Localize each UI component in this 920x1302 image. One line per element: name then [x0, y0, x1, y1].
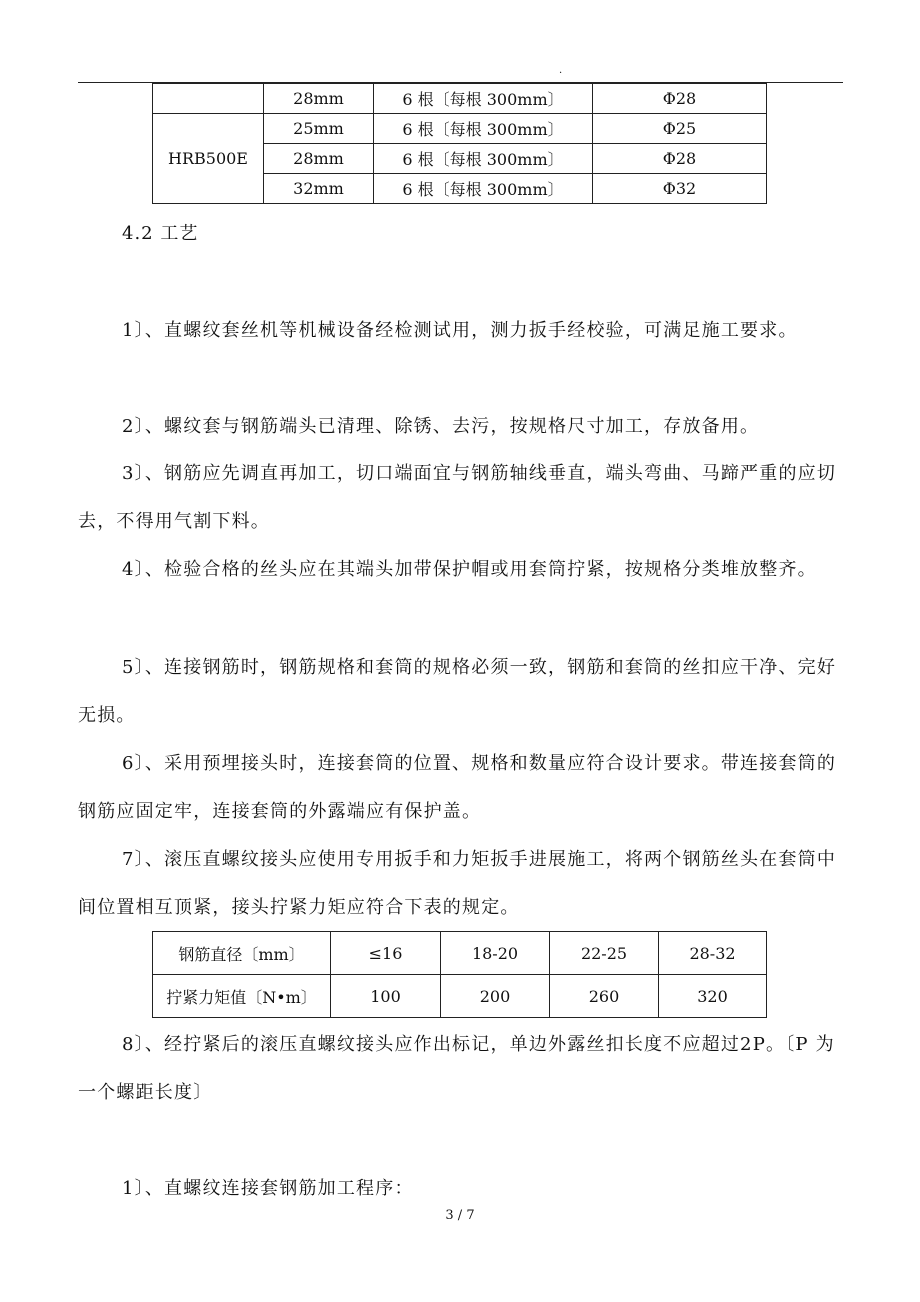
diameter-cell: 25mm: [264, 114, 374, 144]
diameter-cell: 32mm: [264, 174, 374, 204]
table-cell: 200: [441, 975, 550, 1018]
mark-cell: Φ28: [593, 84, 767, 114]
table-cell: 拧紧力矩值〔N•m〕: [153, 975, 331, 1018]
header-dot: .: [559, 65, 563, 76]
mark-cell: Φ28: [593, 144, 767, 174]
table-row: [153, 975, 767, 1018]
diameter-cell: 28mm: [264, 144, 374, 174]
mark-cell: Φ25: [593, 114, 767, 144]
diameter-cell: 28mm: [264, 84, 374, 114]
mark-cell: Φ32: [593, 174, 767, 204]
table-cell: ≤16: [331, 932, 441, 975]
paragraph-9: 1〕、直螺纹连接套钢筋加工程序：: [122, 1178, 414, 1199]
paragraph-2: 2〕、螺纹套与钢筋端头已清理、除锈、去污，按规格尺寸加工，存放备用。: [122, 416, 760, 437]
materials-table: [152, 83, 767, 204]
table-cell: 18-20: [441, 932, 550, 975]
section-heading: 4.2 工艺: [122, 223, 199, 244]
paragraph-6: 6〕、采用预埋接头时，连接套筒的位置、规格和数量应符合设计要求。带连接套筒的钢筋应固定牢，连接套筒的外露端应有保护盖。: [78, 753, 837, 822]
table-cell: 28-32: [659, 932, 767, 975]
sample-cell: 6 根〔每根 300mm〕: [374, 144, 593, 174]
torque-table: [152, 931, 767, 1018]
sample-cell: 6 根〔每根 300mm〕: [374, 84, 593, 114]
table-cell: 260: [550, 975, 659, 1018]
paragraph-4: 4〕、检验合格的丝头应在其端头加带保护帽或用套筒拧紧，按规格分类堆放整齐。: [122, 559, 817, 580]
sample-cell: 6 根〔每根 300mm〕: [374, 174, 593, 204]
paragraph-8: 8〕、经拧紧后的滚压直螺纹接头应作出标记，单边外露丝扣长度不应超过2P。〔P 为一个螺距长度〕: [78, 1034, 835, 1103]
paragraph-7: 7〕、滚压直螺纹接头应使用专用扳手和力矩扳手进展施工，将两个钢筋丝头在套筒中间位置相互顶紧，接头拧紧力矩应符合下表的规定。: [78, 849, 837, 918]
table-row: [153, 84, 767, 114]
sample-cell: 6 根〔每根 300mm〕: [374, 114, 593, 144]
grade-cell: [153, 84, 264, 114]
table-cell: 22-25: [550, 932, 659, 975]
table-cell: 钢筋直径〔mm〕: [153, 932, 331, 975]
paragraph-3: 3〕、钢筋应先调直再加工，切口端面宜与钢筋轴线垂直，端头弯曲、马蹄严重的应切去，不得用气割下料。: [78, 463, 837, 532]
paragraph-1: 1〕、直螺纹套丝机等机械设备经检测试用，测力扳手经校验，可满足施工要求。: [122, 320, 798, 341]
paragraph-5: 5〕、连接钢筋时，钢筋规格和套筒的规格必须一致，钢筋和套筒的丝扣应干净、完好无损。: [78, 657, 837, 726]
grade-cell: HRB500E: [153, 114, 264, 204]
table-cell: 320: [659, 975, 767, 1018]
page-number: 3 / 7: [445, 1208, 475, 1223]
table-row: [153, 114, 767, 144]
table-row: [153, 932, 767, 975]
table-cell: 100: [331, 975, 441, 1018]
